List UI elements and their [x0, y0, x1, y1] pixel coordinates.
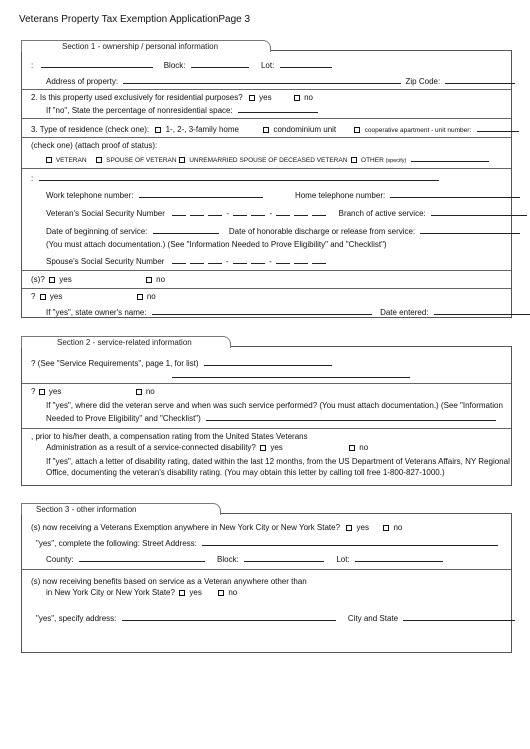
residence-family-checkbox[interactable]: [155, 127, 161, 133]
benefits-yes-checkbox[interactable]: [179, 590, 185, 596]
section-2: [21, 338, 512, 486]
other-owner-no-checkbox[interactable]: [137, 294, 143, 300]
combat-no-checkbox[interactable]: [136, 389, 142, 395]
street-address-field[interactable]: [202, 538, 498, 546]
q3-label: 3. Type of residence (check one):: [31, 125, 150, 134]
date-entered-label: Date entered:: [380, 308, 429, 317]
disability-yes-label: yes: [270, 443, 283, 452]
benefits-no-checkbox[interactable]: [218, 590, 224, 596]
other-owner-no-label: no: [146, 292, 156, 301]
benefits-no-label: no: [228, 588, 238, 597]
status-spouse-label: SPOUSE OF VETERAN: [106, 157, 177, 164]
page-title: Veterans Property Tax Exemption ApplicationPage 3: [19, 14, 251, 25]
owner-name-field[interactable]: [152, 307, 372, 315]
disability-question-2: Administration as a result of a service-connected disability?: [46, 443, 256, 452]
spouse-ssn-field[interactable]: - -: [170, 257, 328, 266]
where-served-label-2: Needed to Prove Eligibility" and "Checklist"): [46, 414, 201, 423]
spouse-ssn-label: Spouse's Social Security Number: [46, 257, 165, 266]
discharge-label: Date of honorable discharge or release from service:: [228, 227, 416, 236]
disability-yes-checkbox[interactable]: [260, 445, 266, 451]
owner-name-label: If "yes", state owner's name:: [46, 308, 147, 317]
status-specify-label: (specify): [385, 158, 407, 164]
exemption-no-checkbox[interactable]: [383, 525, 389, 531]
service-period-field-2[interactable]: [172, 370, 410, 378]
q2-label: 2. Is this property used exclusively for residential purposes?: [31, 93, 243, 102]
section-1-tab: Section 1 - ownership / personal information: [21, 40, 271, 52]
s-no-label: no: [156, 275, 166, 284]
owner-field[interactable]: [41, 60, 153, 68]
benefits-yes-label: yes: [189, 588, 202, 597]
lot-field-3[interactable]: [355, 554, 443, 562]
exemption-yes-checkbox[interactable]: [346, 525, 352, 531]
veteran-ssn-label: Veteran's Social Security Number: [46, 209, 165, 218]
rating-letter-note-2: Office, documenting the veteran's disability rating. (You may obtain this letter by calling toll free 1-800-827-1000.): [46, 468, 445, 477]
city-state-field[interactable]: [403, 613, 515, 621]
residence-family-label: 1-, 2-, 3-family home: [165, 125, 239, 134]
specify-address-label: "yes", specify address:: [36, 614, 117, 623]
s-yes-label: yes: [59, 275, 72, 284]
combat-yes-label: yes: [48, 387, 62, 396]
residence-coop-checkbox[interactable]: [354, 127, 360, 133]
benefits-question-2: in New York City or New York State?: [46, 588, 175, 597]
nonresidential-field[interactable]: [238, 105, 318, 113]
zip-label: Zip Code:: [405, 77, 441, 86]
exemption-no-label: no: [393, 523, 403, 532]
exemption-question: (s) now receiving a Veterans Exemption anywhere in New York City or New York State?: [31, 523, 341, 532]
address-field[interactable]: [123, 76, 401, 84]
zip-field[interactable]: [445, 76, 515, 84]
status-other-checkbox[interactable]: [351, 157, 357, 163]
s-yes-checkbox[interactable]: [49, 277, 55, 283]
home-tel-label: Home telephone number:: [294, 191, 386, 200]
combat-no-label: no: [145, 387, 155, 396]
address-label: Address of property:: [46, 77, 119, 86]
benefits-question-1: (s) now receiving benefits based on service as a Veteran anywhere other than: [31, 577, 307, 586]
where-served-label-1: If "yes", where did the veteran serve and when was such service performed? (You must attach documentation.) (See "Information: [46, 401, 503, 410]
block-label-3: Block:: [217, 555, 239, 564]
nonresidential-label: If "no", State the percentage of nonresidential space:: [46, 106, 233, 115]
service-start-field[interactable]: [153, 226, 219, 234]
veteran-name-label: :: [31, 174, 34, 183]
other-owner-question: ?: [31, 292, 36, 301]
service-period-label: ? (See "Service Requirements", page 1, for list): [31, 359, 199, 368]
status-other-label: OTHER: [361, 157, 384, 164]
s-question-label: (s)?: [31, 275, 45, 284]
service-period-field[interactable]: [204, 358, 332, 366]
status-other-field[interactable]: [411, 154, 489, 162]
residence-condo-label: condominium unit: [273, 125, 337, 134]
section-1: [21, 42, 512, 318]
specify-address-field[interactable]: [122, 613, 336, 621]
status-label: (check one) (attach proof of status):: [31, 141, 158, 150]
lot-label: Lot:: [260, 61, 275, 70]
combat-question: ?: [31, 387, 36, 396]
work-tel-field[interactable]: [139, 190, 263, 198]
unit-number-field[interactable]: [477, 124, 519, 132]
section-3: [21, 505, 512, 653]
section-2-tab: Section 2 - service-related information: [21, 336, 231, 348]
residence-coop-label: cooperative apartment - unit number:: [364, 127, 472, 134]
disability-question-1: , prior to his/her death, a compensation rating from the United States Veterans: [31, 432, 308, 441]
lot-label-3: Lot:: [336, 555, 350, 564]
s-no-checkbox[interactable]: [146, 277, 152, 283]
rating-letter-note-1: If "yes", attach a letter of disability rating, dated within the last 12 months, from the US Department of Veterans Affairs, NY Regional: [46, 457, 510, 466]
home-tel-field[interactable]: [390, 190, 520, 198]
county-label: County:: [46, 555, 74, 564]
residential-yes-checkbox[interactable]: [249, 95, 255, 101]
block-field[interactable]: [191, 60, 249, 68]
residential-no-checkbox[interactable]: [294, 95, 300, 101]
other-owner-yes-label: yes: [49, 292, 63, 301]
status-unremarried-checkbox[interactable]: [179, 157, 185, 163]
disability-no-checkbox[interactable]: [349, 445, 355, 451]
city-state-label: City and State: [347, 614, 399, 623]
disability-no-label: no: [359, 443, 369, 452]
block-label: Block:: [163, 61, 186, 70]
veteran-name-field[interactable]: [39, 173, 439, 181]
residential-yes-label: yes: [259, 93, 272, 102]
other-owner-yes-checkbox[interactable]: [40, 294, 46, 300]
branch-label: Branch of active service:: [338, 209, 426, 218]
status-veteran-checkbox[interactable]: [46, 157, 52, 163]
owner-label: :: [31, 61, 34, 70]
where-served-field[interactable]: [206, 413, 496, 421]
lot-field[interactable]: [280, 60, 332, 68]
branch-field[interactable]: [431, 208, 527, 216]
attach-doc-note: (You must attach documentation.) (See "Information Needed to Prove Eligibility" and "Checklist"): [46, 240, 387, 249]
residence-condo-checkbox[interactable]: [263, 127, 269, 133]
date-entered-field[interactable]: [434, 307, 530, 315]
service-start-label: Date of beginning of service:: [46, 227, 148, 236]
status-unremarried-label: UNREMARRIED SPOUSE OF DECEASED VETERAN: [189, 157, 348, 164]
county-field[interactable]: [79, 554, 205, 562]
street-address-label: "yes", complete the following: Street Address:: [36, 539, 197, 548]
residential-no-label: no: [304, 93, 313, 102]
status-veteran-label: VETERAN: [55, 157, 87, 164]
status-spouse-checkbox[interactable]: [96, 157, 102, 163]
combat-yes-checkbox[interactable]: [39, 389, 45, 395]
discharge-field[interactable]: [420, 226, 520, 234]
work-tel-label: Work telephone number:: [46, 191, 134, 200]
block-field-3[interactable]: [244, 554, 324, 562]
veteran-ssn-field[interactable]: - -: [170, 209, 328, 218]
exemption-yes-label: yes: [356, 523, 369, 532]
section-3-tab: Section 3 - other information: [21, 503, 221, 515]
